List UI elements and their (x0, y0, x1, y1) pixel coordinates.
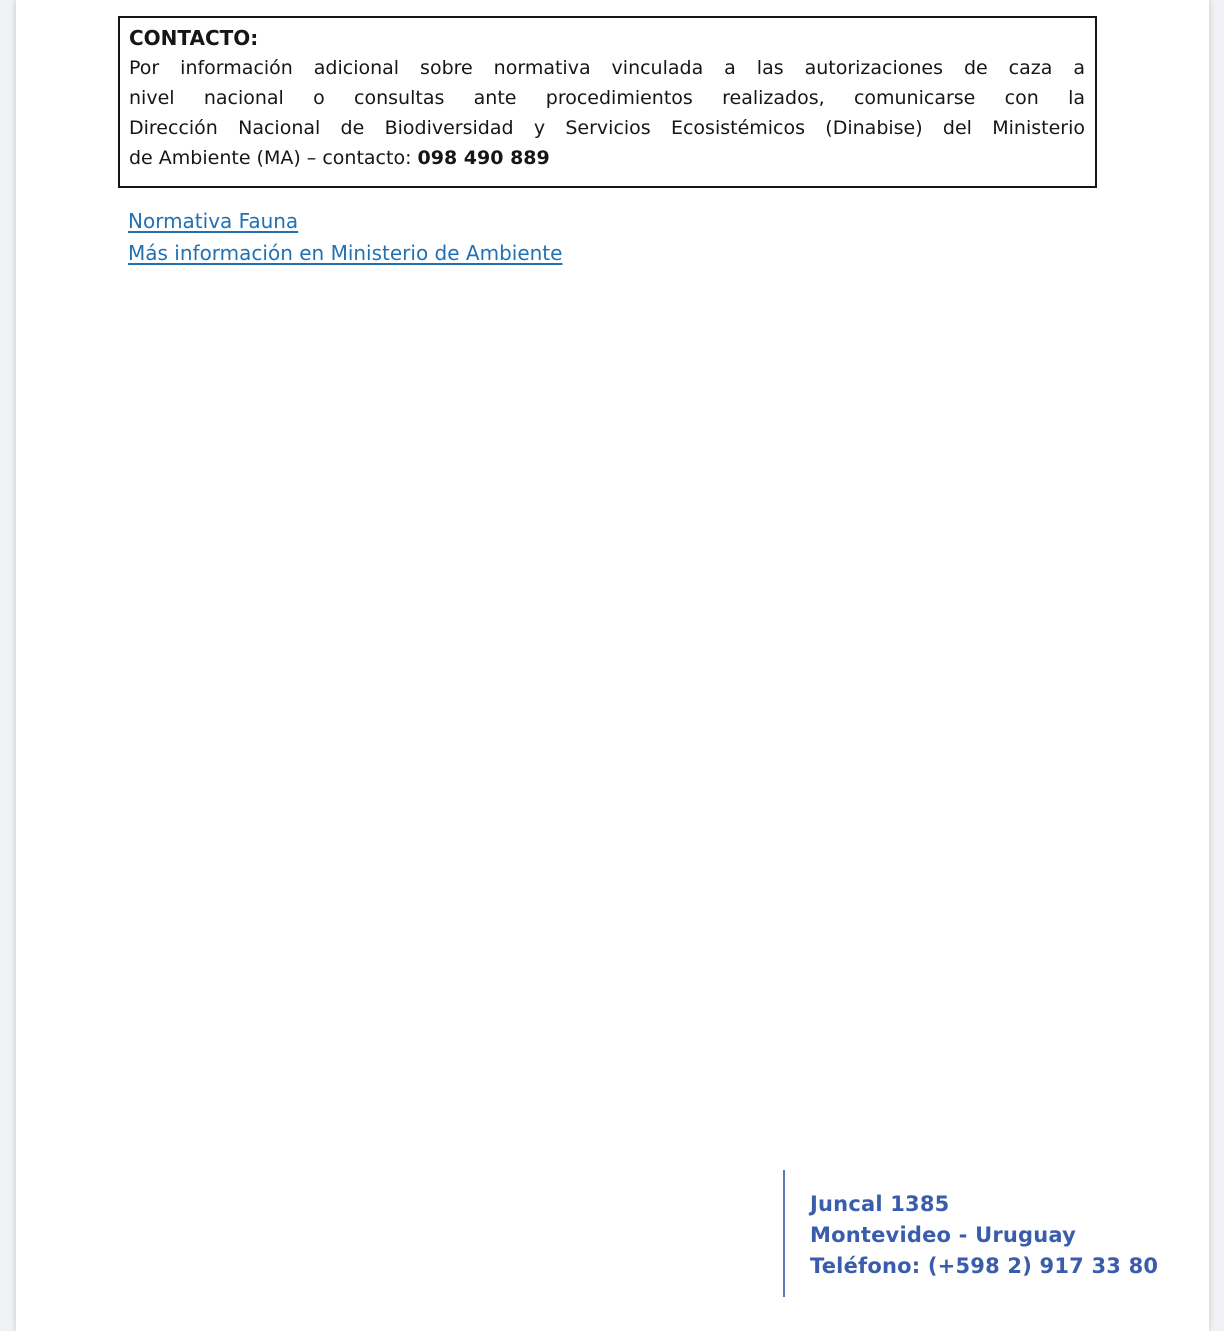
contact-paragraph-line: nivel nacional o consultas ante procedimientos realizados, comunicarse con la (129, 87, 1085, 109)
document-page (16, 0, 1209, 1331)
contact-lastline-text: de Ambiente (MA) – contacto: (129, 147, 418, 169)
footer-divider (783, 1170, 785, 1297)
footer-address-line1: Juncal 1385 (810, 1192, 950, 1216)
footer-address-line2: Montevideo - Uruguay (810, 1223, 1077, 1247)
footer-phone-line: Teléfono: (+598 2) 917 33 80 (810, 1254, 1159, 1278)
contact-paragraph-line: Dirección Nacional de Biodiversidad y Servicios Ecosistémicos (Dinabise) del Ministerio (129, 117, 1085, 139)
contact-box (118, 16, 1097, 188)
link-normativa-fauna[interactable]: Normativa Fauna (128, 209, 299, 233)
contact-heading: CONTACTO: (129, 26, 259, 50)
contact-phone-number: 098 490 889 (417, 147, 550, 169)
links-section (128, 206, 562, 269)
contact-paragraph-lastline (129, 143, 1085, 173)
contact-paragraph-line: Por información adicional sobre normativa vinculada a las autorizaciones de caza a (129, 57, 1085, 79)
link-mas-informacion-ministerio-ambiente[interactable]: Más información en Ministerio de Ambiente (128, 240, 563, 265)
footer-text (810, 1170, 1158, 1297)
footer-contact-block (783, 1170, 1158, 1297)
